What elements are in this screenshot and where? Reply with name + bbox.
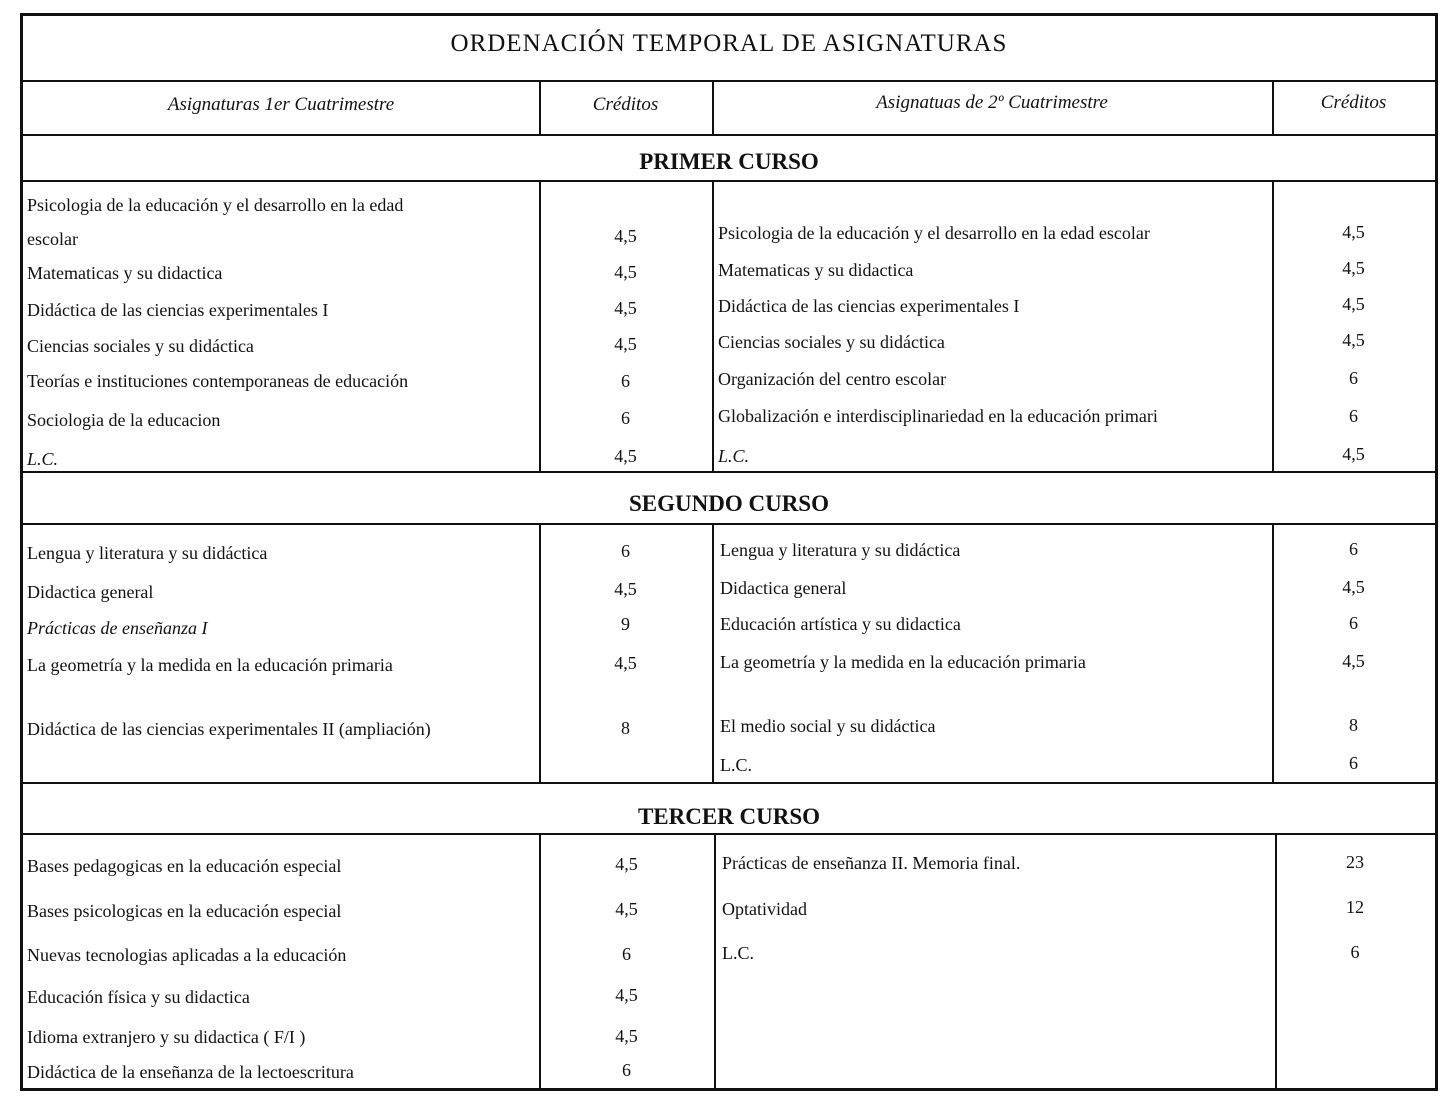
rule-below-title: [23, 80, 1435, 82]
segundo-right-credits: 4,5: [1342, 651, 1365, 671]
section-title-segundo: SEGUNDO CURSO: [628, 491, 829, 516]
segundo-left-subject: Didáctica de las ciencias experimentales II (ampliación): [27, 719, 431, 739]
rule-below-segundo-title: [23, 523, 1435, 525]
segundo-right-subject: Lengua y literatura y su didáctica: [720, 540, 961, 560]
primer-right-credits: 6: [1349, 368, 1358, 388]
tercer-left-credits: 4,5: [615, 899, 638, 919]
primer-left-subject-cont: escolar: [27, 229, 78, 249]
tercer-left-subject: Nuevas tecnologias aplicadas a la educación: [27, 945, 347, 965]
segundo-left-credits: 6: [621, 541, 630, 561]
segundo-left-subject: Didactica general: [27, 582, 154, 602]
tercer-right-credits: 12: [1346, 897, 1364, 917]
primer-left-credits: 4,5: [614, 262, 637, 282]
primer-right-subject: Psicologia de la educación y el desarrollo en la edad escolar: [718, 223, 1150, 243]
col-divider: [714, 833, 716, 1088]
tercer-left-credits: 4,5: [615, 854, 638, 874]
segundo-left-subject: Lengua y literatura y su didáctica: [27, 543, 268, 563]
section-title-primer: PRIMER CURSO: [639, 149, 819, 174]
document-table: [20, 13, 1438, 1091]
segundo-right-credits: 6: [1349, 613, 1358, 633]
primer-right-subject: Globalización e interdisciplinariedad en la educación primari: [718, 406, 1158, 426]
primer-right-subject: Didáctica de las ciencias experimentales I: [718, 296, 1020, 316]
primer-right-subject: Organización del centro escolar: [718, 369, 947, 389]
segundo-left-subject: Prácticas de enseñanza I: [27, 618, 208, 638]
header-left-subjects: Asignaturas 1er Cuatrimestre: [167, 94, 395, 115]
segundo-left-credits: 8: [621, 718, 630, 738]
segundo-right-subject: Didactica general: [720, 578, 847, 598]
header-left-credits: Créditos: [592, 94, 659, 115]
primer-left-credits: 4,5: [614, 334, 637, 354]
tercer-left-credits: 6: [622, 1060, 631, 1080]
section-title-tercer: TERCER CURSO: [637, 804, 821, 829]
tercer-right-subject: L.C.: [722, 943, 755, 963]
col-divider: [712, 180, 714, 471]
primer-right-credits: 4,5: [1342, 294, 1365, 314]
tercer-right-credits: 6: [1350, 942, 1360, 962]
primer-left-credits: 4,5: [614, 446, 637, 466]
primer-left-subject: Sociologia de la educacion: [27, 410, 221, 430]
primer-right-subject: L.C.: [718, 446, 750, 466]
primer-left-credits: 4,5: [614, 298, 637, 318]
segundo-left-credits: 9: [621, 614, 630, 634]
rule-below-primer-title: [23, 180, 1435, 182]
segundo-right-subject: Educación artística y su didactica: [720, 614, 961, 634]
tercer-right-credits: 23: [1346, 852, 1364, 872]
tercer-left-credits: 4,5: [615, 985, 638, 1005]
tercer-right-subject: Optatividad: [722, 899, 807, 919]
header-right-credits: Créditos: [1320, 92, 1387, 113]
segundo-left-credits: 4,5: [614, 653, 637, 673]
primer-right-credits: 4,5: [1342, 258, 1365, 278]
primer-left-subject: Psicologia de la educación y el desarrollo en la edad: [27, 195, 404, 215]
primer-left-credits: 4,5: [614, 226, 637, 246]
primer-right-subject: Matematicas y su didactica: [718, 260, 914, 280]
segundo-left-subject: La geometría y la medida en la educación primaria: [27, 655, 393, 675]
tercer-left-subject: Bases pedagogicas en la educación especial: [27, 856, 342, 876]
rule-end-primer: [23, 471, 1435, 473]
segundo-right-credits: 4,5: [1342, 577, 1365, 597]
primer-left-credits: 6: [621, 371, 630, 391]
primer-right-credits: 4,5: [1342, 444, 1365, 464]
primer-right-credits: 6: [1349, 406, 1358, 426]
rule-below-tercer-title: [23, 833, 1435, 835]
segundo-right-subject: L.C.: [720, 755, 753, 775]
rule-below-headers: [23, 134, 1435, 136]
primer-left-subject: Teorías e instituciones contemporaneas de educación: [27, 371, 409, 391]
segundo-right-subject: El medio social y su didáctica: [720, 716, 936, 736]
primer-right-credits: 4,5: [1342, 330, 1365, 350]
rule-end-segundo: [23, 782, 1435, 784]
primer-left-subject: L.C.: [27, 449, 59, 469]
primer-left-subject: Ciencias sociales y su didáctica: [27, 336, 254, 356]
tercer-left-subject: Educación física y su didactica: [27, 987, 250, 1007]
tercer-right-subject: Prácticas de enseñanza II. Memoria final.: [722, 853, 1021, 873]
tercer-left-subject: Idioma extranjero y su didactica ( F/I ): [27, 1027, 306, 1047]
primer-right-subject: Ciencias sociales y su didáctica: [718, 332, 945, 352]
segundo-left-credits: 4,5: [614, 579, 637, 599]
primer-right-credits: 4,5: [1342, 222, 1365, 242]
tercer-left-credits: 6: [622, 944, 631, 964]
segundo-right-credits: 6: [1349, 753, 1358, 773]
primer-left-credits: 6: [621, 408, 630, 428]
segundo-right-credits: 6: [1349, 539, 1358, 559]
page-title: ORDENACIÓN TEMPORAL DE ASIGNATURAS: [450, 30, 1008, 57]
tercer-left-credits: 4,5: [615, 1026, 638, 1046]
tercer-left-subject: Didáctica de la enseñanza de la lectoescritura: [27, 1062, 354, 1082]
primer-left-subject: Matematicas y su didactica: [27, 263, 223, 283]
header-right-subjects: Asignatuas de 2º Cuatrimestre: [876, 92, 1108, 113]
tercer-left-subject: Bases psicologicas en la educación especial: [27, 901, 342, 921]
segundo-right-credits: 8: [1349, 715, 1358, 735]
col-divider: [712, 523, 714, 782]
segundo-right-subject: La geometría y la medida en la educación primaria: [720, 652, 1086, 672]
primer-left-subject: Didáctica de las ciencias experimentales I: [27, 300, 329, 320]
